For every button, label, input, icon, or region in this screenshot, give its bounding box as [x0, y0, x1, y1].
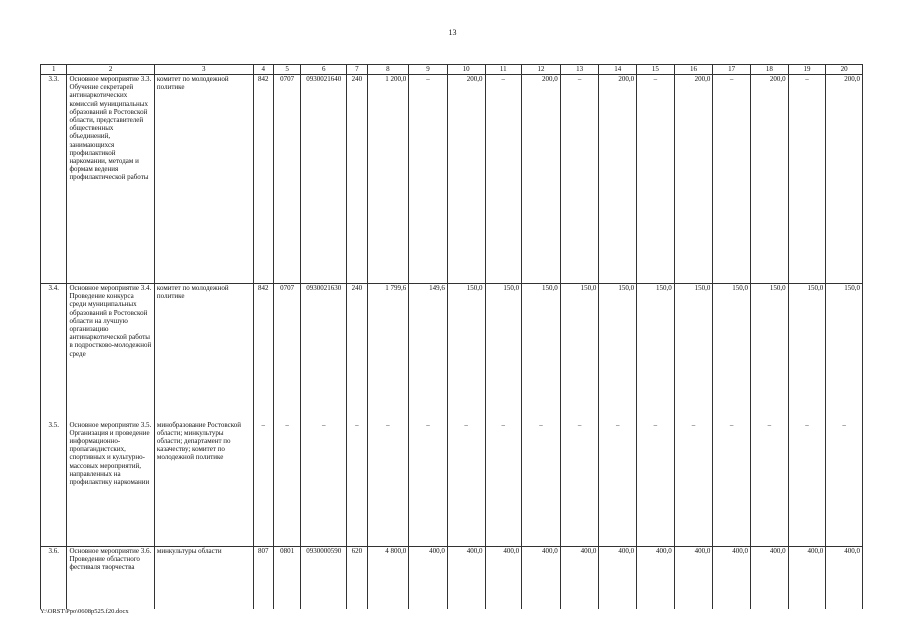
row-number: 3.6. [41, 547, 67, 609]
vr-code: 620 [347, 547, 367, 609]
year-amount: 150,0 [560, 284, 599, 421]
year-amount: 150,0 [599, 284, 637, 421]
year-amount: 150,0 [713, 284, 751, 421]
executor: минобразование Ростовской области; минкультуры области; департамент по казачеству; комитет по молодежной политике [154, 421, 253, 547]
event-name: Основное мероприятие 3.5. Организация и проведение информационно-пропагандистских, спортивных и культурно-массовых мероприятий, направленных на профилактику наркомании [67, 421, 154, 547]
year-amount: 200,0 [674, 75, 713, 284]
column-header: 8 [367, 65, 409, 75]
year-amount: 400,0 [447, 547, 485, 609]
year-amount: 400,0 [788, 547, 826, 609]
year-amount: 150,0 [788, 284, 826, 421]
column-header: 12 [522, 65, 561, 75]
vr-code: 240 [347, 284, 367, 421]
column-number-row [41, 65, 863, 75]
year-amount: 400,0 [409, 547, 448, 609]
year-amount: – [447, 421, 485, 547]
year-amount: 200,0 [599, 75, 637, 284]
event-name: Основное мероприятие 3.6. Проведение областного фестиваля творчества [67, 547, 154, 609]
year-amount: – [409, 75, 448, 284]
row-number: 3.5. [41, 421, 67, 547]
page-number: 13 [448, 28, 457, 37]
year-amount: 400,0 [599, 547, 637, 609]
table-row [41, 421, 863, 547]
grbs-code: – [253, 421, 273, 547]
table-row [41, 75, 863, 284]
footer-file-path: Y:\ORST\Ppo\0608p525.f20.docx [40, 608, 129, 615]
total-amount: – [367, 421, 409, 547]
column-header: 3 [154, 65, 253, 75]
year-amount: 400,0 [713, 547, 751, 609]
column-header: 18 [751, 65, 789, 75]
rzpr-code: 0707 [273, 75, 300, 284]
vr-code: 240 [347, 75, 367, 284]
column-header: 13 [560, 65, 599, 75]
year-amount: – [674, 421, 713, 547]
rzpr-code: 0801 [273, 547, 300, 609]
row-number: 3.3. [41, 75, 67, 284]
csr-code: 0930021630 [301, 284, 347, 421]
year-amount: – [485, 421, 522, 547]
executor: комитет по молодежной политике [154, 75, 253, 284]
total-amount: 1 799,6 [367, 284, 409, 421]
year-amount: – [788, 75, 826, 284]
year-amount: 200,0 [447, 75, 485, 284]
year-amount: – [826, 421, 863, 547]
total-amount: 1 200,0 [367, 75, 409, 284]
budget-table [40, 64, 863, 609]
column-header: 1 [41, 65, 67, 75]
row-number: 3.4. [41, 284, 67, 421]
year-amount: 150,0 [447, 284, 485, 421]
csr-code: – [301, 421, 347, 547]
year-amount: 150,0 [637, 284, 675, 421]
year-amount: 400,0 [522, 547, 561, 609]
column-header: 15 [637, 65, 675, 75]
year-amount: 200,0 [826, 75, 863, 284]
year-amount: 150,0 [674, 284, 713, 421]
rzpr-code: 0707 [273, 284, 300, 421]
vr-code: – [347, 421, 367, 547]
year-amount: 150,0 [522, 284, 561, 421]
year-amount: – [599, 421, 637, 547]
year-amount: – [560, 421, 599, 547]
year-amount: 400,0 [637, 547, 675, 609]
year-amount: – [485, 75, 522, 284]
year-amount: – [409, 421, 448, 547]
year-amount: 400,0 [751, 547, 789, 609]
column-header: 4 [253, 65, 273, 75]
column-header: 6 [301, 65, 347, 75]
csr-code: 0930021640 [301, 75, 347, 284]
year-amount: 150,0 [826, 284, 863, 421]
column-header: 2 [67, 65, 154, 75]
year-amount: 150,0 [751, 284, 789, 421]
year-amount: 200,0 [751, 75, 789, 284]
table-row [41, 547, 863, 609]
year-amount: – [522, 421, 561, 547]
year-amount: – [788, 421, 826, 547]
year-amount: – [713, 421, 751, 547]
year-amount: 400,0 [485, 547, 522, 609]
table-row [41, 284, 863, 421]
column-header: 14 [599, 65, 637, 75]
year-amount: 149,6 [409, 284, 448, 421]
column-header: 11 [485, 65, 522, 75]
executor: комитет по молодежной политике [154, 284, 253, 421]
column-header: 17 [713, 65, 751, 75]
column-header: 5 [273, 65, 300, 75]
csr-code: 0930000590 [301, 547, 347, 609]
year-amount: – [560, 75, 599, 284]
column-header: 20 [826, 65, 863, 75]
rzpr-code: – [273, 421, 300, 547]
column-header: 16 [674, 65, 713, 75]
year-amount: – [713, 75, 751, 284]
grbs-code: 842 [253, 75, 273, 284]
column-header: 10 [447, 65, 485, 75]
column-header: 9 [409, 65, 448, 75]
year-amount: – [637, 75, 675, 284]
total-amount: 4 800,0 [367, 547, 409, 609]
grbs-code: 842 [253, 284, 273, 421]
column-header: 19 [788, 65, 826, 75]
executor: минкультуры области [154, 547, 253, 609]
event-name: Основное мероприятие 3.4. Проведение конкурса среди муниципальных образований в Ростовской области на лучшую организацию антинаркотической работы в подростково-молодежной среде [67, 284, 154, 421]
year-amount: 400,0 [560, 547, 599, 609]
year-amount: 400,0 [674, 547, 713, 609]
year-amount: – [751, 421, 789, 547]
year-amount: 200,0 [522, 75, 561, 284]
year-amount: 400,0 [826, 547, 863, 609]
year-amount: 150,0 [485, 284, 522, 421]
event-name: Основное мероприятие 3.3. Обучение секретарей антинаркотических комиссий муниципальных образований в Ростовской области, представителей общественных объединений, занимающихся профилактикой наркомании, методам и формам ведения профилактической работы [67, 75, 154, 284]
year-amount: – [637, 421, 675, 547]
grbs-code: 807 [253, 547, 273, 609]
column-header: 7 [347, 65, 367, 75]
